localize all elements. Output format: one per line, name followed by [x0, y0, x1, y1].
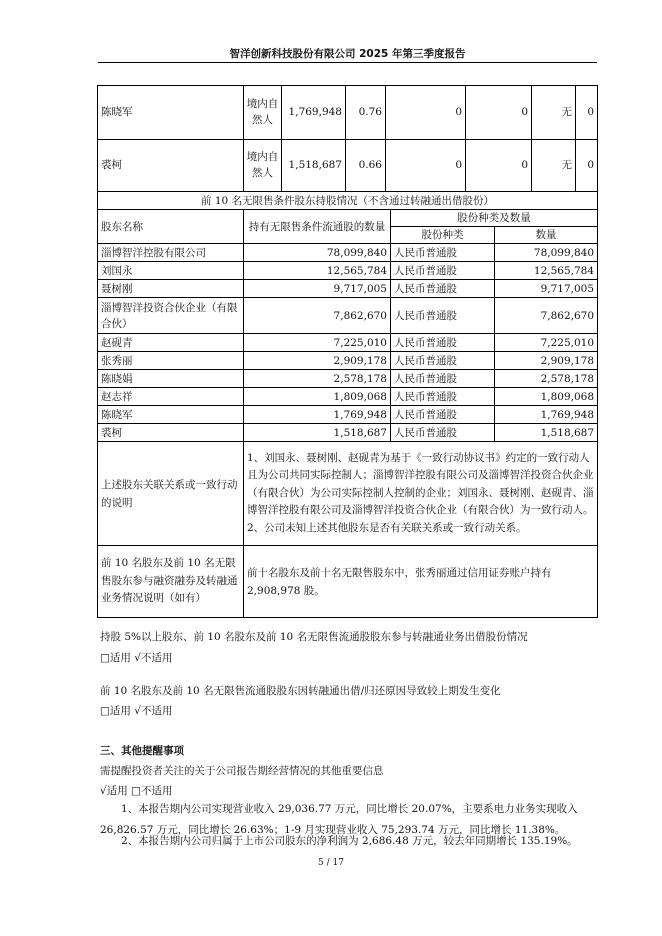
table-row	[98, 424, 598, 442]
share-type: 人民币普通股	[391, 370, 495, 388]
margin-trading-label: 前 10 名股东及前 10 名无限售股东参与融资融券及转融通业务情况说明（如有）	[98, 546, 244, 618]
share-type-quantity: 7,225,010	[495, 334, 598, 352]
table-row	[98, 140, 598, 192]
margin-trading-row	[98, 546, 598, 618]
shareholder-name: 赵志祥	[98, 388, 244, 406]
page-number: 5 / 17	[318, 858, 344, 868]
unrestricted-quantity: 1,518,687	[244, 424, 391, 442]
unrestricted-quantity: 1,809,068	[244, 388, 391, 406]
share-type-quantity: 7,862,670	[495, 298, 598, 334]
shareholder-name: 张秀丽	[98, 352, 244, 370]
table-row	[98, 370, 598, 388]
table-row	[98, 298, 598, 334]
table-row	[98, 86, 598, 140]
table-title-row	[98, 192, 598, 210]
relation-label: 上述股东关联关系或一致行动的说明	[98, 442, 244, 546]
table-row	[98, 334, 598, 352]
share-type-quantity: 2,909,178	[495, 352, 598, 370]
section-intro: 需提醒投资者关注的关于公司报告期经营情况的其他重要信息	[100, 765, 384, 777]
header-row	[98, 210, 598, 227]
section-item-1: 1、本报告期内公司实现营业收入 29,036.77 万元，同比增长 20.07%，主要系电力业务实现收入 26,826.57 万元，同比增长 26.63%；1-9 月实现营业收入 75,293.74 万元，同比增长 11.38%。	[100, 803, 578, 836]
header-divider	[98, 62, 597, 63]
unrestricted-quantity: 7,225,010	[244, 334, 391, 352]
table-row	[98, 352, 598, 370]
share-type-quantity: 2,578,178	[495, 370, 598, 388]
relation-row	[98, 442, 598, 546]
share-type-quantity: 1,809,068	[495, 388, 598, 406]
unrestricted-quantity: 9,717,005	[244, 280, 391, 298]
pledged-shares: 0	[466, 86, 532, 140]
share-type: 人民币普通股	[391, 280, 495, 298]
lending-disclosure-text: 持股 5%以上股东、前 10 名股东及前 10 名无限售流通股股东参与转融通业务出借股份情况	[100, 631, 528, 643]
shareholder-name: 刘国永	[98, 262, 244, 280]
restricted-shares: 0	[386, 86, 466, 140]
table-row	[98, 262, 598, 280]
unrestricted-quantity: 1,769,948	[244, 406, 391, 424]
unrestricted-shareholders-table	[97, 191, 598, 618]
share-type-quantity: 9,717,005	[495, 280, 598, 298]
restricted-shares: 0	[386, 140, 466, 192]
table-row	[98, 388, 598, 406]
table-row	[98, 406, 598, 424]
lending-disclosure-option: □适用 √不适用	[100, 652, 173, 664]
share-type: 人民币普通股	[391, 352, 495, 370]
section-title: 三、其他提醒事项	[100, 745, 184, 757]
column-header-type-quantity: 数量	[495, 227, 598, 244]
share-type: 人民币普通股	[391, 244, 495, 262]
margin-trading-text: 前十名股东及前十名无限售股东中，张秀丽通过信用证券账户持有 2,908,978 股。	[244, 546, 598, 618]
share-type: 人民币普通股	[391, 388, 495, 406]
shares-held: 1,769,948	[282, 86, 346, 140]
shareholder-name: 陈晓军	[98, 86, 244, 140]
share-type: 人民币普通股	[391, 298, 495, 334]
share-type: 人民币普通股	[391, 334, 495, 352]
shareholder-name: 淄博智洋控股有限公司	[98, 244, 244, 262]
shareholder-name: 淄博智洋投资合伙企业（有限合伙）	[98, 298, 244, 334]
share-status: 无	[532, 140, 576, 192]
shares-held: 1,518,687	[282, 140, 346, 192]
status-quantity: 0	[576, 140, 598, 192]
share-type-quantity: 1,769,948	[495, 406, 598, 424]
shareholder-name: 陈晓军	[98, 406, 244, 424]
relation-text: 1、刘国永、聂树刚、赵砚青为基于《一致行动协议书》约定的一致行动人且为公司共同实际控制人；淄博智洋控股有限公司及淄博智洋投资合伙企业（有限合伙）为公司实际控制人控制的企业；刘国永、聂树刚、赵砚青、淄博智洋控股有限公司及淄博智洋投资合伙企业（有限合伙）为一致行动人。2、公司未知上述其他股东是否有关联关系或一致行动关系。	[244, 442, 598, 546]
unrestricted-quantity: 7,862,670	[244, 298, 391, 334]
column-header-quantity: 持有无限售条件流通股的数量	[244, 210, 391, 244]
column-header-type-group: 股份种类及数量	[391, 210, 598, 227]
lending-change-option: □适用 √不适用	[100, 705, 173, 717]
pledged-shares: 0	[466, 140, 532, 192]
status-quantity: 0	[576, 86, 598, 140]
share-type: 人民币普通股	[391, 424, 495, 442]
unrestricted-quantity: 2,909,178	[244, 352, 391, 370]
top-shareholders-table-continued	[97, 85, 598, 192]
share-type-quantity: 78,099,840	[495, 244, 598, 262]
holding-ratio: 0.66	[346, 140, 386, 192]
table-row	[98, 280, 598, 298]
share-type: 人民币普通股	[391, 406, 495, 424]
section-item-2: 2、本报告期内公司归属于上市公司股东的净利润为 2,686.48 万元，较去年同期增长 135.19%。	[121, 835, 578, 847]
report-header: 智洋创新科技股份有限公司 2025 年第三季度报告	[229, 48, 466, 60]
unrestricted-quantity: 12,565,784	[244, 262, 391, 280]
table-title: 前 10 名无限售条件股东持股情况（不含通过转融通出借股份）	[98, 192, 598, 210]
shareholder-name: 陈晓娟	[98, 370, 244, 388]
shareholder-name: 裘柯	[98, 424, 244, 442]
shareholder-name: 赵砚青	[98, 334, 244, 352]
lending-change-text: 前 10 名股东及前 10 名无限售流通股股东因转融通出借/归还原因导致较上期发生变化	[100, 685, 501, 697]
column-header-name: 股东名称	[98, 210, 244, 244]
share-type-quantity: 12,565,784	[495, 262, 598, 280]
section-option: √适用 □不适用	[100, 785, 173, 797]
shareholder-name: 聂树刚	[98, 280, 244, 298]
holding-ratio: 0.76	[346, 86, 386, 140]
unrestricted-quantity: 2,578,178	[244, 370, 391, 388]
share-status: 无	[532, 86, 576, 140]
share-type-quantity: 1,518,687	[495, 424, 598, 442]
table-row	[98, 244, 598, 262]
shareholder-name: 裘柯	[98, 140, 244, 192]
shareholder-nature: 境内自然人	[244, 140, 282, 192]
share-type: 人民币普通股	[391, 262, 495, 280]
column-header-type: 股份种类	[391, 227, 495, 244]
shareholder-nature: 境内自然人	[244, 86, 282, 140]
unrestricted-quantity: 78,099,840	[244, 244, 391, 262]
